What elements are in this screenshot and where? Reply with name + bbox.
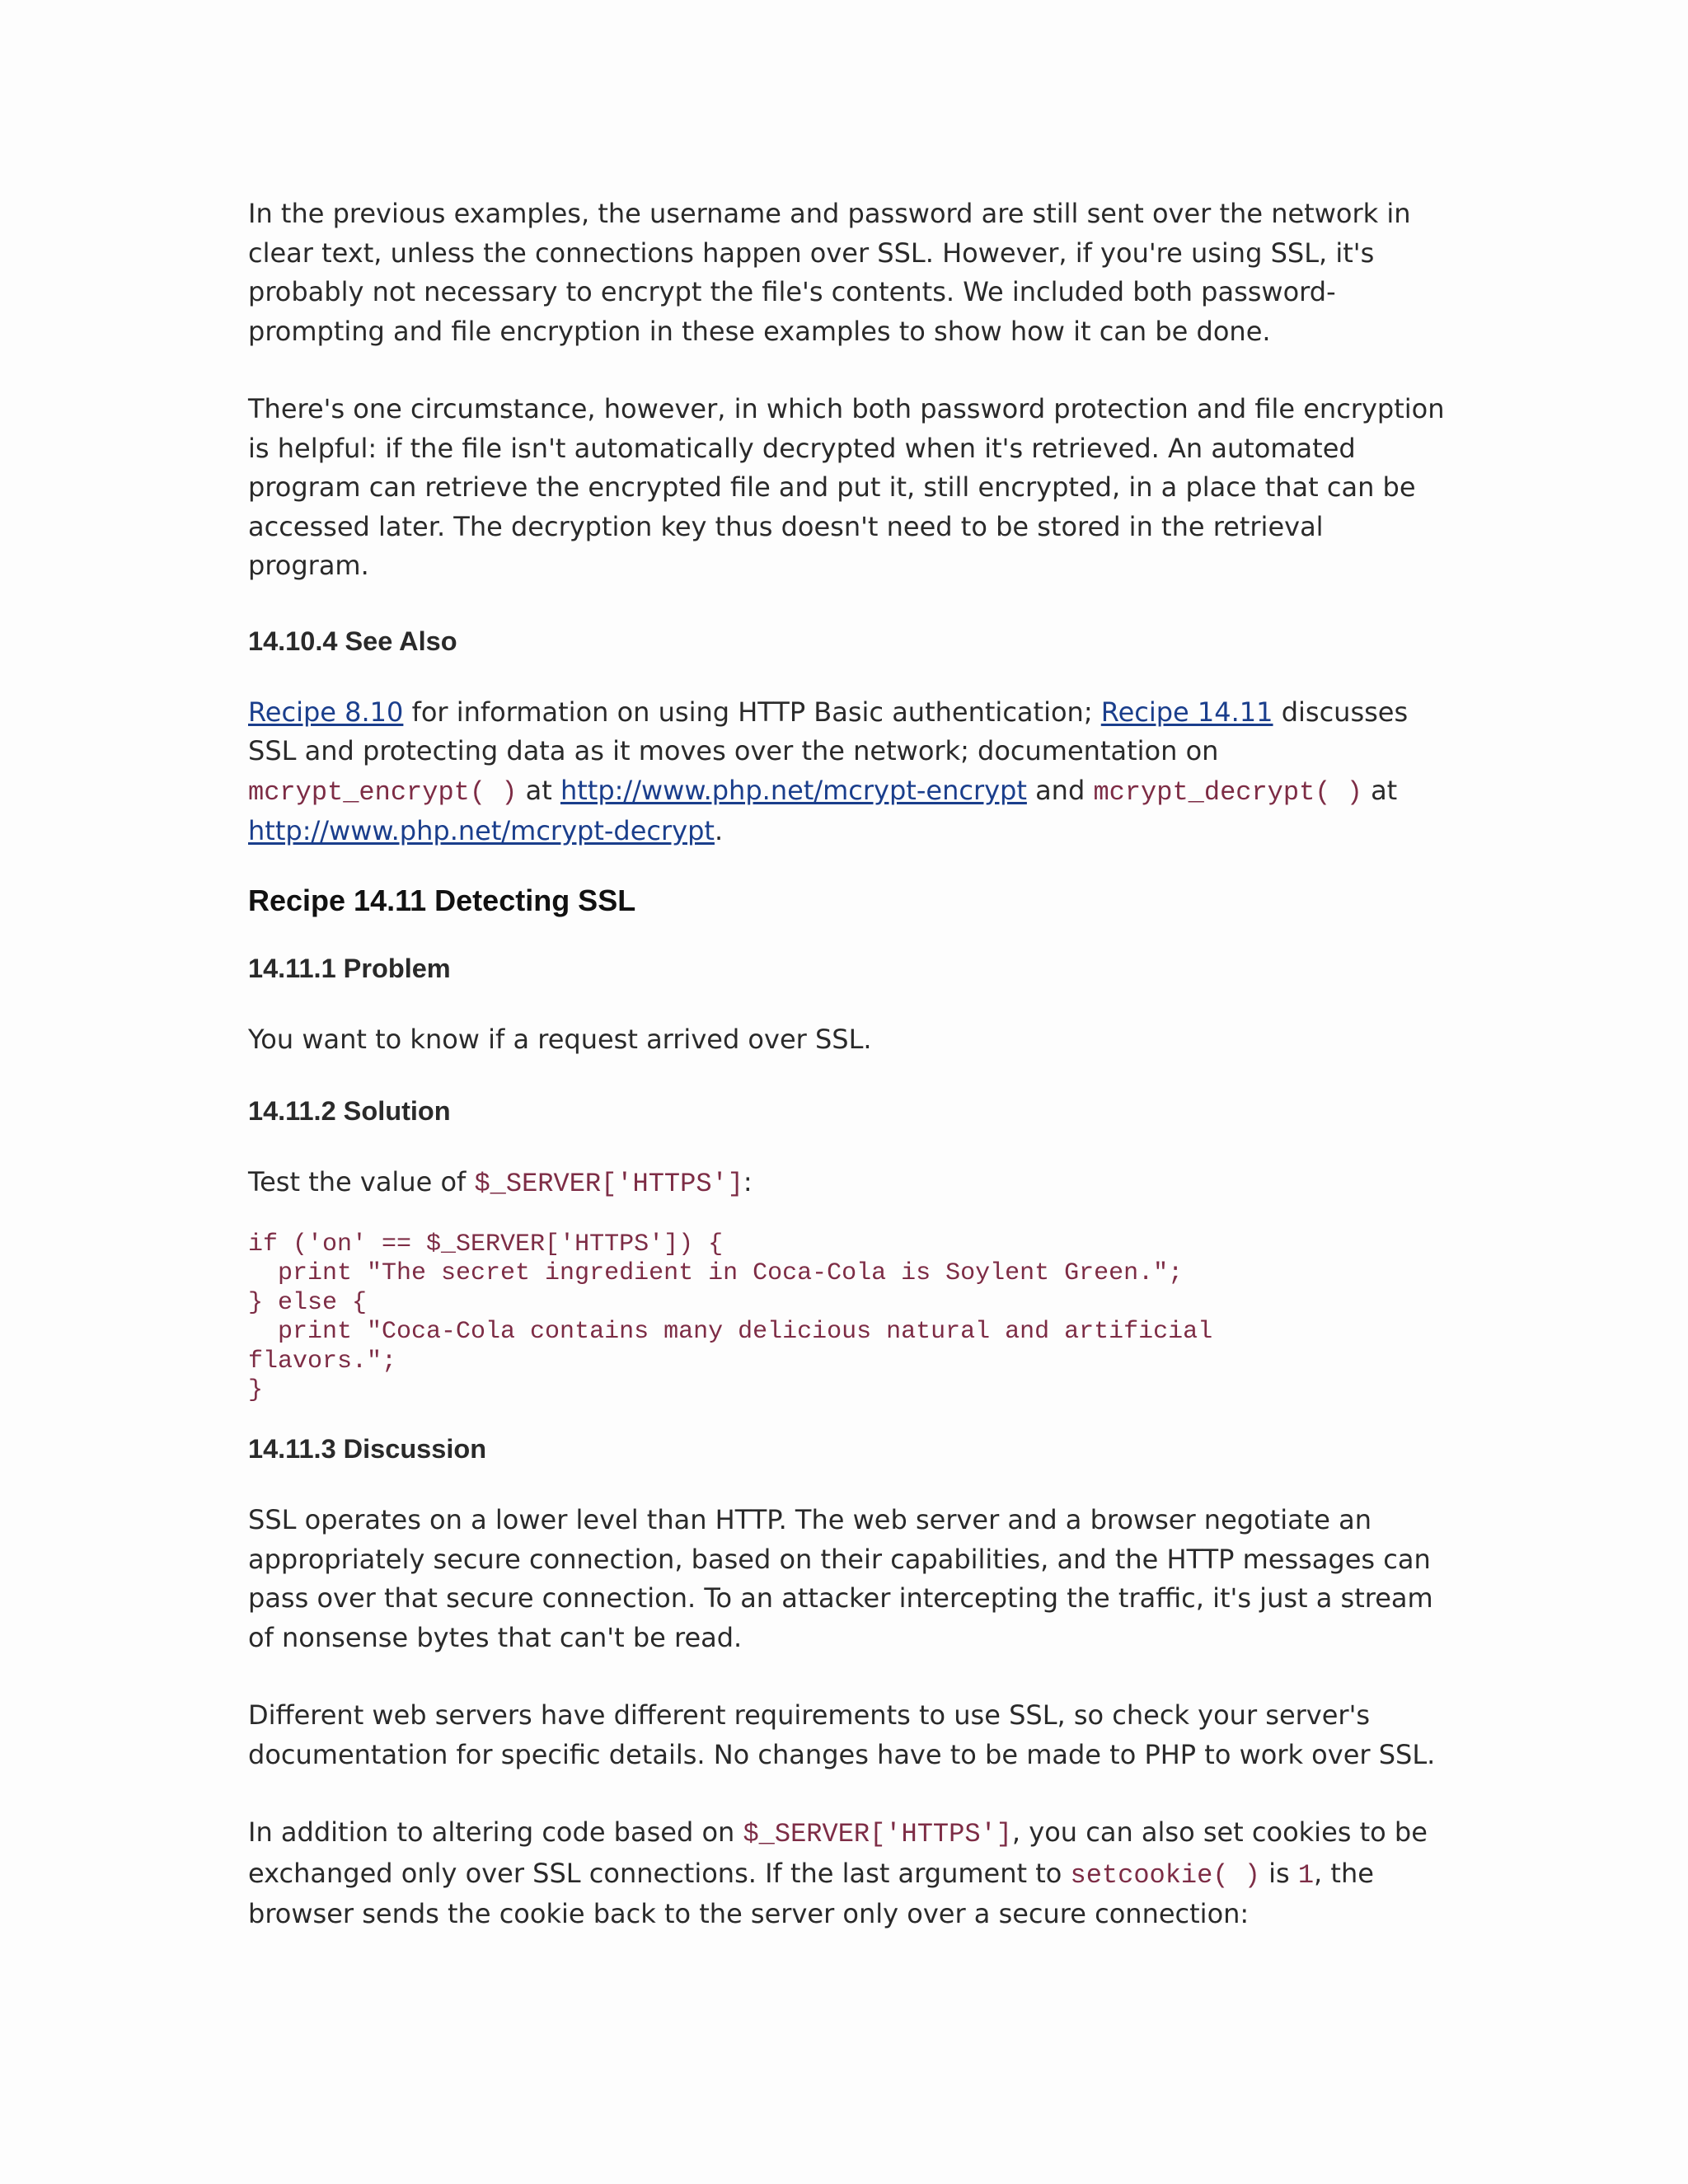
discussion-heading: 14.11.3 Discussion [248,1434,487,1465]
solution-heading: 14.11.2 Solution [248,1096,451,1126]
discussion-p3-text-4: , the browser sends the cookie back to the server only over a secure connection: [248,1857,1374,1930]
problem-heading: 14.11.1 Problem [248,953,451,983]
recipe-14-11-link[interactable]: Recipe 14.11 [1100,696,1273,728]
see-also-heading: 14.10.4 See Also [248,626,457,656]
document-page [248,194,1451,1973]
see-also-text-3: at [517,774,560,806]
solution-text-2: : [743,1166,753,1197]
discussion-paragraph-3 [248,1813,1451,1934]
server-https-code: $_SERVER['HTTPS'] [474,1169,743,1199]
one-value-code: 1 [1297,1859,1315,1891]
discussion-p3-text-2: , you can also set cookies to be exchanged only over SSL connections. If the last argument to [248,1816,1428,1889]
see-also-text-1: for information on using HTTP Basic authentication; [403,696,1101,728]
mcrypt-encrypt-url-link[interactable]: http://www.php.net/mcrypt-encrypt [560,774,1027,806]
see-also-text-5: at [1362,774,1398,806]
mcrypt-decrypt-url-link[interactable]: http://www.php.net/mcrypt-decrypt [248,815,715,846]
solution-text-1: Test the value of [248,1166,475,1197]
see-also-text-2: discusses SSL and protecting data as it moves over the network; documentation on [248,696,1409,766]
solution-text [248,1163,1451,1204]
discussion-paragraph-2: Different web servers have different requirements to use SSL, so check your server's documentation for specific details. No changes have to be made to PHP to work over SSL. [248,1699,1436,1770]
intro-paragraph-2: There's one circumstance, however, in which both password protection and file encryption is helpful: if the file isn't automatically decrypted when it's retrieved. An automated program can retrieve the encrypted file and put it, still encrypted, in a place that can be accessed later. The decryption key thus doesn't need to be stored in the retrieval program. [248,393,1445,581]
see-also-text-6: . [714,815,724,846]
mcrypt-decrypt-code: mcrypt_decrypt( ) [1093,776,1362,808]
recipe-8-10-link[interactable]: Recipe 8.10 [248,696,404,728]
discussion-paragraph-1: SSL operates on a lower level than HTTP. The web server and a browser negotiate an appropriately secure connection, based on their capabilities, and the HTTP messages can pass over that secure connection. To an attacker intercepting the traffic, it's just a stream of nonsense bytes that can't be read. [248,1504,1433,1653]
mcrypt-encrypt-code: mcrypt_encrypt( ) [248,776,518,808]
see-also-paragraph [248,693,1451,851]
discussion-p3-text-1: In addition to altering code based on [248,1816,743,1849]
see-also-text-4: and [1026,774,1094,806]
problem-text: You want to know if a request arrived over SSL. [248,1023,872,1055]
server-https-inline-code: $_SERVER['HTTPS'] [743,1819,1012,1850]
code-block: if ('on' == $_SERVER['HTTPS']) { print "The secret ingredient in Coca-Cola is Soylent Green."; } else { print "Coca-Cola contains many delicious natural and artificial flavors."; } [248,1230,1213,1405]
intro-paragraph-1: In the previous examples, the username and password are still sent over the network in clear text, unless the connections happen over SSL. However, if you're using SSL, it's probably not necessary to encrypt the file's contents. We included both password-prompting and file encryption in these examples to show how it can be done. [248,198,1411,347]
discussion-p3-text-3: is [1259,1857,1298,1889]
recipe-title: Recipe 14.11 Detecting SSL [248,883,636,917]
setcookie-code: setcookie( ) [1070,1859,1260,1891]
